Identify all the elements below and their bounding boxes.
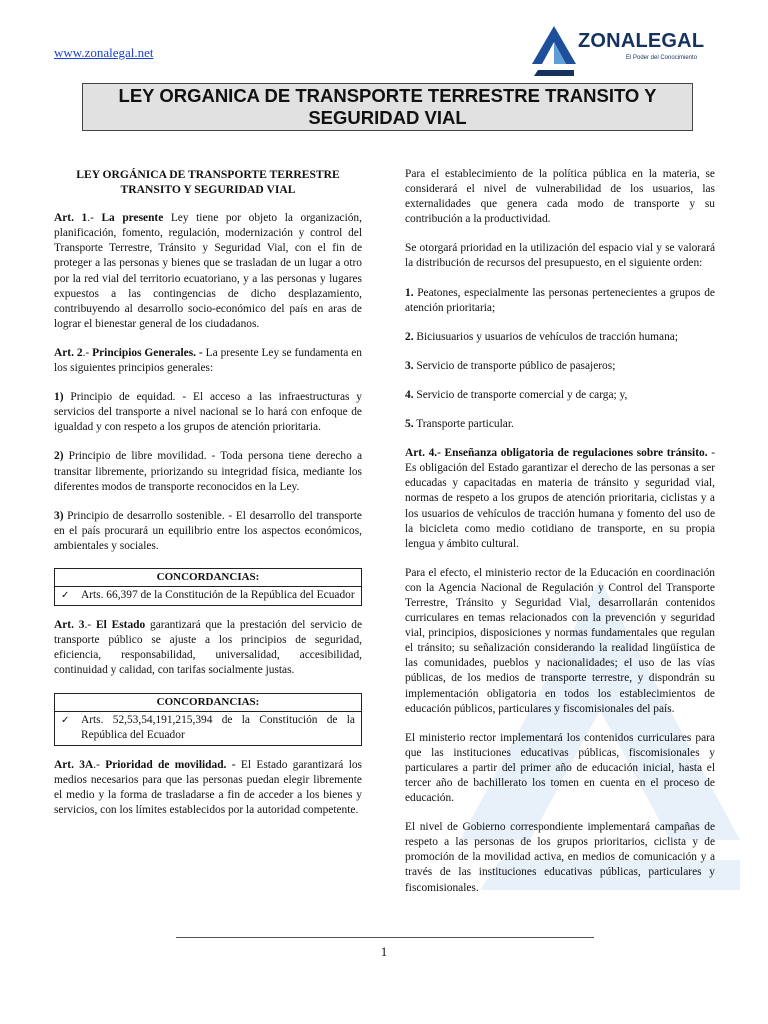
logo-name: ZONALEGAL	[578, 30, 705, 52]
article-label: Art. 1	[54, 212, 88, 225]
article-separator: .-	[87, 212, 102, 225]
article-label: Art. 3	[54, 619, 85, 632]
list-number: 4.	[405, 388, 414, 401]
concordancias-heading: CONCORDANCIAS:	[55, 694, 361, 712]
article-4	[405, 446, 715, 552]
list-number: 2.	[405, 330, 414, 343]
policy-paragraph: Para el establecimiento de la política pública en la materia, se considerará el nivel de vulnerabilidad de los usuarios, las externalidades que genera cada modo de transporte y su contribución a la productividad.	[405, 168, 715, 226]
zonalegal-logo	[530, 24, 710, 88]
list-text: Biciusuarios y usuarios de vehículos de tracción humana;	[413, 330, 678, 343]
curriculum-paragraph: El ministerio rector implementará los contenidos curriculares para que las instituciones educativas públicas, fiscomisionales y particulares a partir del primer año de educación inicial, hasta el tercer año de bachillerato los tomen en cuenta en el proceso de educación.	[405, 731, 715, 805]
priority-paragraph: Se otorgará prioridad en la utilización del espacio vial y se valorará la distribución de recursos del presupuesto, en el siguiente orden:	[405, 242, 715, 270]
checkmark-icon: ✓	[61, 590, 70, 602]
concordancias-box	[54, 568, 362, 606]
concordancias-heading: CONCORDANCIAS:	[55, 569, 361, 587]
article-text: - Es obligación del Estado garantizar el derecho de las personas a ser educadas y capacitadas en materia de tránsito y seguridad vial, normas de respeto a los grupos de atención prioritaria, ciclistas y a los usuarios de vehículos de tracción humana y fomento del uso de la bicicleta como medio cotidiano de transporte, en su propia lengua y ámbito cultural.	[405, 447, 715, 550]
document-title: LEY ORGANICA DE TRANSPORTE TERRESTRE TRANSITO Y SEGURIDAD VIAL	[118, 85, 657, 128]
article-label: Art. 3A	[54, 758, 94, 771]
right-column	[405, 167, 715, 910]
principle-number: 3)	[54, 509, 64, 522]
article-label: Art. 2	[54, 346, 83, 359]
article-text: Ley tiene por objeto la organización, planificación, fomento, regulación, modernización y control del Transporte Terrestre, Tránsito y Seguridad Vial, con el fin de proteger a las personas y bienes que se trasladan de un lugar a otro por la red vial del territorio ecuatoriano, y a las personas y lugares expuestos a las contingencias de dicho desplazamiento, contribuyendo al desarrollo socio-económico del país en aras de lograr el bienestar general de los ciudadanos.	[54, 212, 362, 330]
concordancias-text: Arts. 66,397 de la Constitución de la República del Ecuador	[81, 589, 355, 602]
list-item	[405, 359, 715, 374]
left-column	[54, 167, 362, 832]
list-item	[405, 417, 715, 432]
list-number: 1.	[405, 286, 414, 299]
principle-text: Principio de libre movilidad. - Toda persona tiene derecho a transitar libremente, priorizando su integridad física, mediante los diferentes modos de transporte reconocidos en la Ley.	[54, 450, 362, 493]
education-paragraph: Para el efecto, el ministerio rector de la Educación en coordinación con la Agencia Nacional de Regulación y Control del Transporte Terrestre, Tránsito y Seguridad Vial, desarrollarán contenidos curriculares en temas relacionados con la prevención y seguridad vial, principios, disposiciones y normas fundamentales que regulan el tránsito; su señalización considerando la realidad lingüística de las comunidades, pueblos y nacionalidades; el uso de las vías públicas, de los medios de transporte terrestre, y dispondrán su implementación obligatoria en todos los establecimientos de educación públicos, particulares y fiscomisionales del país.	[405, 566, 715, 715]
concordancias-box	[54, 693, 362, 746]
list-text: Servicio de transporte público de pasajeros;	[413, 359, 616, 372]
logo-tagline: El Poder del Conocimiento	[626, 55, 698, 61]
article-3a	[54, 758, 362, 818]
article-3	[54, 618, 362, 678]
list-item	[405, 286, 715, 316]
list-text: Peatones, especialmente las personas pertenecientes a grupos de atención prioritaria;	[405, 286, 715, 314]
article-1	[54, 211, 362, 332]
concordancias-text: Arts. 52,53,54,191,215,394 de la Constitución de la República del Ecuador	[81, 713, 355, 741]
law-heading: LEY ORGÁNICA DE TRANSPORTE TERRESTRE TRANSITO Y SEGURIDAD VIAL	[76, 168, 340, 197]
list-number: 3.	[405, 359, 414, 372]
logo-mark-icon	[530, 24, 578, 80]
priority-list	[405, 286, 715, 345]
list-number: 5.	[405, 418, 414, 431]
list-text: Transporte particular.	[413, 418, 514, 431]
article-lead: El Estado	[96, 619, 146, 632]
article-lead: Principios Generales. -	[92, 346, 203, 359]
article-text: garantizará que la prestación del servicio de transporte público se ajuste a los principios de seguridad, eficiencia, responsabilidad, universalidad, accesibilidad, continuidad y calidad, con tarifas socialmente justas.	[54, 619, 363, 677]
principle-2	[54, 449, 362, 494]
principle-1	[54, 390, 362, 435]
footer-rule	[176, 937, 594, 938]
page-number: 1	[380, 944, 388, 959]
checkmark-icon: ✓	[61, 714, 70, 726]
list-item	[405, 330, 715, 345]
article-text: La presente Ley se fundamenta en los siguientes principios generales:	[54, 346, 362, 375]
document-title-box	[82, 83, 693, 131]
article-separator: .-	[84, 619, 96, 632]
list-text: Servicio de transporte comercial y de carga; y,	[413, 388, 628, 401]
principle-3	[54, 509, 362, 554]
article-separator: .-	[82, 346, 93, 359]
article-lead: Art. 4.- Enseñanza obligatoria de regulaciones sobre tránsito.	[405, 447, 708, 460]
principle-text: Principio de desarrollo sostenible. - El desarrollo del transporte en el país procurará un equilibrio entre los aspectos económicos, ambientales y sociales.	[54, 509, 362, 552]
list-item	[405, 388, 715, 403]
article-text: El Estado garantizará los medios necesarios para que las personas puedan elegir libremente el medio y la forma de trasladarse a fin de acceder a los bienes y servicios, con los límites establecidos por la autoridad competente.	[54, 758, 362, 817]
principle-number: 1)	[54, 391, 64, 404]
website-link[interactable]: www.zonalegal.net	[54, 45, 154, 60]
article-separator: .-	[93, 758, 106, 771]
campaign-paragraph: El nivel de Gobierno correspondiente implementará campañas de respeto a las personas de los grupos prioritarios, ciclista y de promoción de la movilidad activa, en medios de comunicación y a través de las instituciones educativas públicas, particulares y fiscomisionales.	[405, 821, 715, 894]
article-lead: Prioridad de movilidad. -	[105, 758, 236, 771]
principle-number: 2)	[54, 450, 64, 463]
article-2	[54, 346, 362, 376]
article-lead: La presente	[101, 212, 164, 225]
principle-text: Principio de equidad. - El acceso a las infraestructuras y servicios del transporte a nivel nacional se lo hará con enfoque de igualdad y con respeto a los grupos de atención prioritaria.	[54, 391, 362, 434]
